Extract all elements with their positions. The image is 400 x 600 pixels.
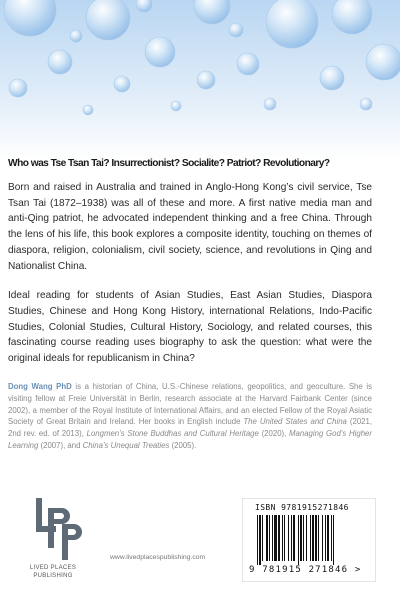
barcode-bar bbox=[272, 515, 273, 561]
barcode-bar bbox=[312, 515, 314, 561]
publisher-name-line: PUBLISHING bbox=[33, 573, 73, 579]
isbn-digits bbox=[249, 565, 373, 575]
author-bio bbox=[8, 381, 372, 452]
barcode-bar bbox=[325, 515, 326, 561]
publisher-name bbox=[18, 564, 88, 580]
audience-paragraph: Ideal reading for students of Asian Studies, East Asian Studies, Diaspora Studies, Chinese and Hong Kong History, international Relations, Indo-Pacific Studies, Colonial Studies, Cultural History, Sociology, and related courses, this fascinating course reading uses biography to ask the question: what were the original ideals for republicanism in China? bbox=[8, 290, 372, 365]
barcode-bar bbox=[298, 515, 299, 565]
barcode-bar bbox=[306, 515, 307, 561]
description-paragraph: Born and raised in Australia and trained in Anglo-Hong Kong’s civil service, Tse Tsan Tai (1872–1938) was all of these and more. A first native media man and anti-Qing patriot, he advocated independent thinking and a free China. Through the lens of his life, this book explores a composite identity, touching on themes of diaspora, religion, colonialism, civil society, science, and revolutions in Qing and Nationalist China. bbox=[8, 182, 372, 272]
barcode-digits: 9 781915 271846 bbox=[249, 565, 349, 575]
bio-text: (2007), and bbox=[38, 441, 83, 451]
barcode-bars bbox=[255, 515, 363, 565]
bio-text: (2020), bbox=[258, 429, 290, 439]
book-title: The United States and China bbox=[243, 417, 347, 427]
barcode-bar bbox=[293, 515, 295, 561]
barcode-bar bbox=[278, 515, 280, 561]
barcode-bar bbox=[322, 515, 323, 561]
barcode-bar bbox=[310, 515, 311, 561]
barcode-bar bbox=[266, 515, 268, 561]
barcode-bar bbox=[257, 515, 258, 565]
bio-text: (2021, 2nd rev. ed. of 2013), bbox=[8, 417, 372, 439]
book-title: Longmen’s Stone Buddhas and Cultural Heritage bbox=[86, 429, 259, 439]
barcode-bar bbox=[282, 515, 283, 561]
barcode-bar bbox=[269, 515, 270, 561]
barcode-bar bbox=[331, 515, 332, 561]
barcode-bar bbox=[333, 515, 334, 565]
barcode-trailer: > bbox=[354, 565, 362, 575]
barcode-bar bbox=[303, 515, 304, 561]
bio-text: is a historian of China, U.S.-Chinese relations, geopolitics, and geoculture. She is visiting fellow at Freie Universität in Berlin, research associate at the Harvard Fairbank Center (since 2002), a member of the Royal Institute of International Affairs, and an elected Fellow of the Royal Asiatic Society of Great Britain and Ireland. Her books in English include bbox=[8, 381, 372, 427]
book-title: China’s Unequal Treaties bbox=[82, 441, 170, 451]
barcode-bar bbox=[288, 515, 289, 561]
publisher-name-line: LIVED PLACES bbox=[29, 565, 77, 571]
book-title: Managing God’s Higher Learning bbox=[8, 429, 372, 451]
barcode-bar bbox=[291, 515, 292, 561]
publisher-website[interactable]: www.livedplacespublishing.com bbox=[110, 554, 206, 561]
barcode-bar bbox=[315, 515, 317, 561]
barcode-bar bbox=[262, 515, 263, 561]
publisher-logo bbox=[34, 498, 82, 560]
author-name: Dong Wang PhD bbox=[8, 381, 72, 391]
barcode-bar bbox=[259, 515, 261, 565]
bio-text: (2005). bbox=[169, 441, 197, 451]
barcode-bar bbox=[318, 515, 319, 561]
barcode-bar bbox=[327, 515, 329, 561]
isbn-label: ISBN 9781915271846 bbox=[255, 503, 349, 512]
barcode-bar bbox=[300, 515, 302, 561]
barcode-bar bbox=[284, 515, 285, 561]
back-cover-heading: Who was Tse Tsan Tai? Insurrectionist? Socialite? Patriot? Revolutionary? bbox=[8, 158, 330, 169]
bubble-background bbox=[0, 0, 400, 160]
back-cover-text bbox=[8, 158, 372, 460]
barcode-bar bbox=[274, 515, 277, 561]
isbn-barcode bbox=[242, 498, 376, 582]
